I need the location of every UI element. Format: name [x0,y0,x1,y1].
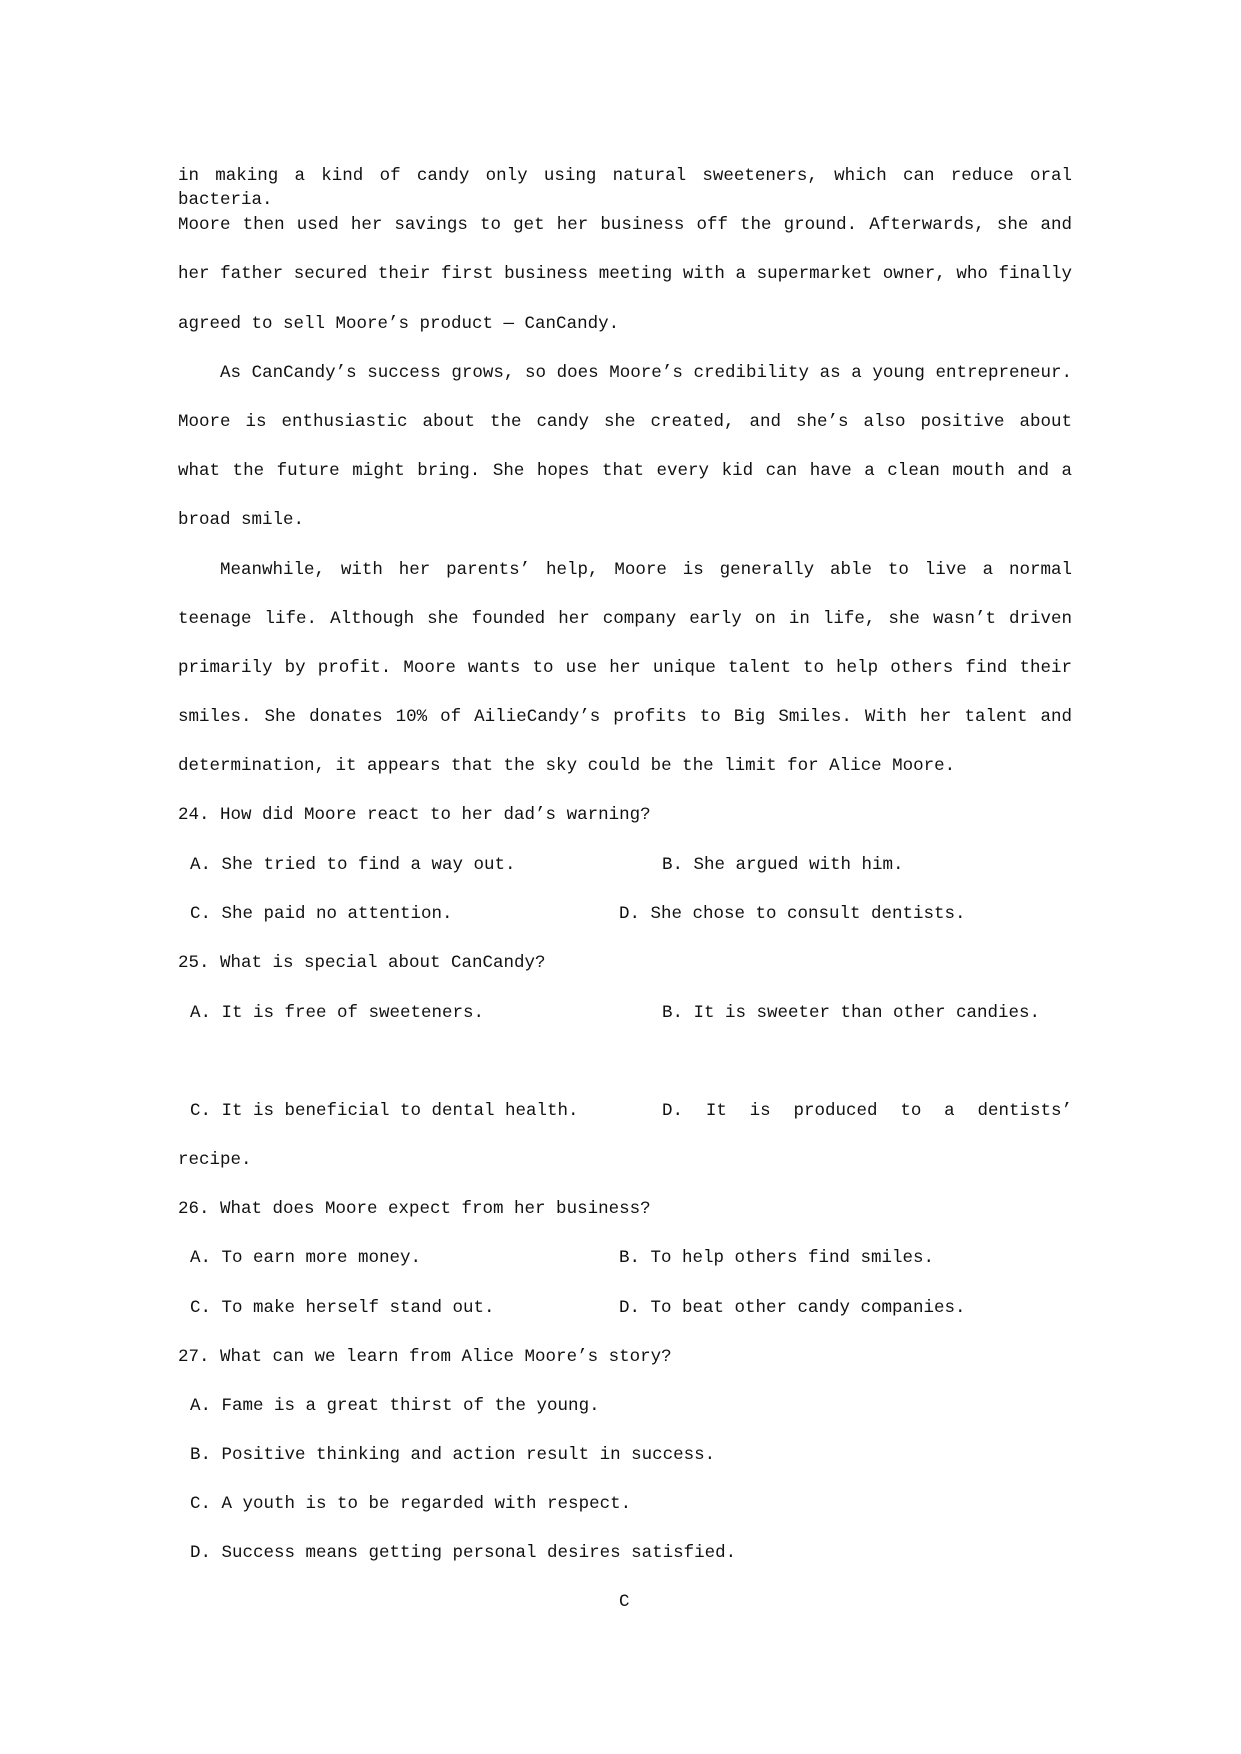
option-27b: B. Positive thinking and action result in success. [190,1445,716,1465]
option-27a: A. Fame is a great thirst of the young. [190,1396,600,1416]
question-25-stem: 25. What is special about CanCandy? [178,953,546,973]
question-27-stem: 27. What can we learn from Alice Moore’s story? [178,1347,672,1367]
passage-line: Moore then used her savings to get her business off the ground. Afterwards, she and [178,215,1072,236]
option-25b: B. It is sweeter than other candies. [662,1003,1041,1023]
option-26a: A. To earn more money. [190,1248,422,1268]
footer-letter: C [619,1592,630,1612]
question-24-stem: 24. How did Moore react to her dad’s warning? [178,805,651,825]
passage-line: teenage life. Although she founded her company early on in life, she wasn’t driven [178,608,1072,629]
passage-line: agreed to sell Moore’s product — CanCandy. [178,313,620,334]
option-25d-continuation: recipe. [178,1150,252,1170]
passage-line: determination, it appears that the sky could be the limit for Alice Moore. [178,756,956,777]
option-25d: D. It is produced to a dentists’ [662,1101,1072,1121]
passage-line: her father secured their first business meeting with a supermarket owner, who finally [178,264,1072,285]
option-25c: C. It is beneficial to dental health. [190,1101,579,1121]
passage-line: primarily by profit. Moore wants to use her unique talent to help others find their [178,658,1072,678]
passage-line: Moore is enthusiastic about the candy she created, and she’s also positive about [178,412,1072,432]
option-24d: D. She chose to consult dentists. [619,904,966,924]
option-26d: D. To beat other candy companies. [619,1298,966,1318]
passage-line: in making a kind of candy only using natural sweeteners, which can reduce oral bacteria. [178,166,1072,210]
question-26-stem: 26. What does Moore expect from her business? [178,1199,651,1219]
passage-line: Meanwhile, with her parents’ help, Moore is generally able to live a normal [220,559,1072,580]
passage-line: smiles. She donates 10% of AilieCandy’s profits to Big Smiles. With her talent and [178,707,1072,728]
passage-line: what the future might bring. She hopes that every kid can have a clean mouth and a [178,461,1072,482]
option-24b: B. She argued with him. [662,855,904,875]
option-24c: C. She paid no attention. [190,904,453,924]
passage-line: broad smile. [178,510,305,531]
option-26c: C. To make herself stand out. [190,1298,495,1318]
option-25a: A. It is free of sweeteners. [190,1003,485,1023]
option-27d: D. Success means getting personal desires satisfied. [190,1543,737,1563]
passage-line: As CanCandy’s success grows, so does Moore’s credibility as a young entrepreneur. [220,362,1072,383]
option-24a: A. She tried to find a way out. [190,855,516,875]
option-27c: C. A youth is to be regarded with respect. [190,1494,632,1514]
option-26b: B. To help others find smiles. [619,1248,935,1268]
